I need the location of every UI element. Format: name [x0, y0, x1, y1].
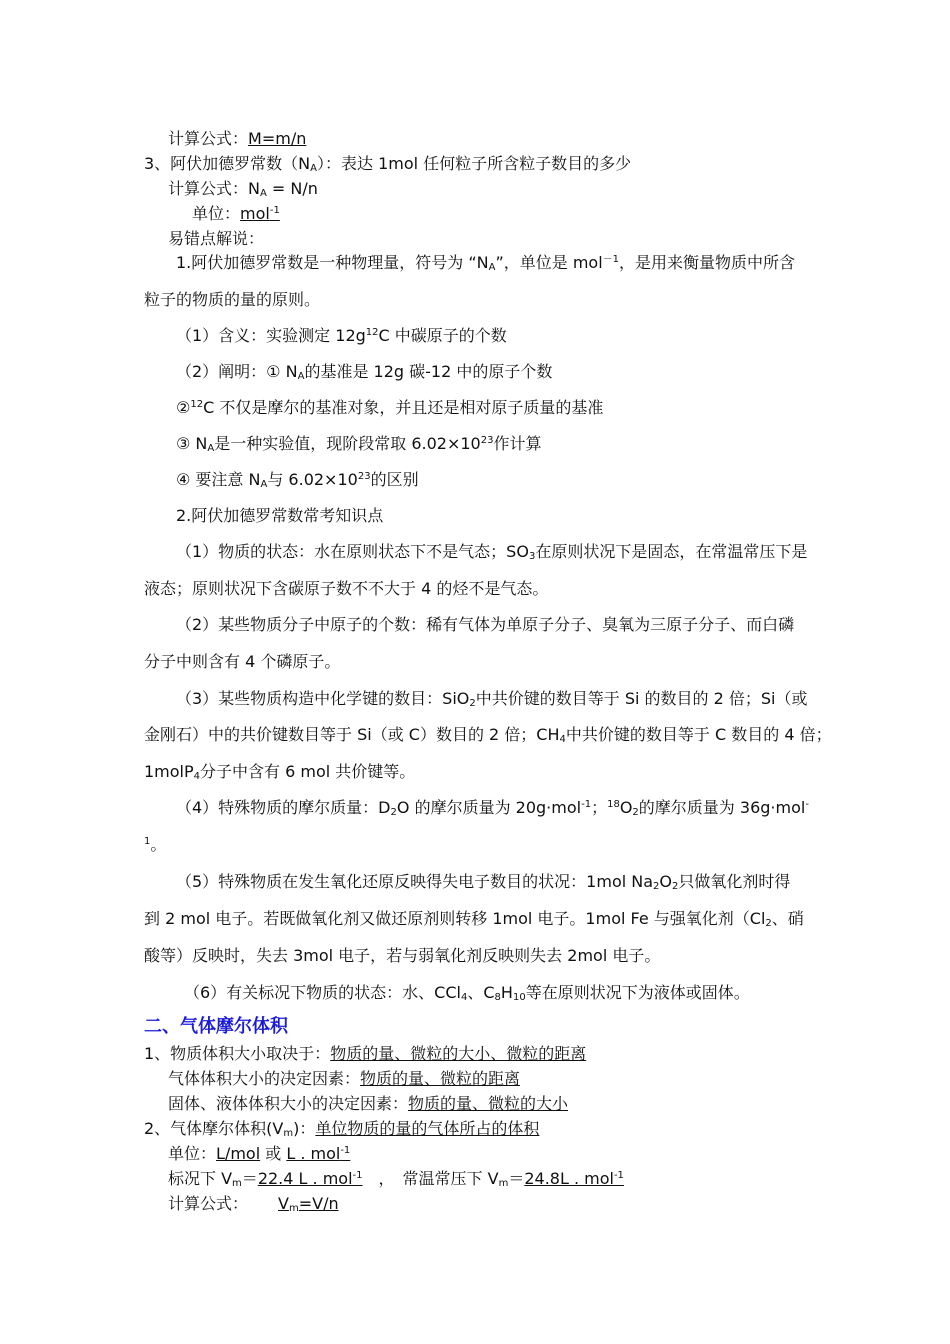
knowledge-3-line-1: （3）某些物质构造中化学键的数目：SiO$_2$中共价键的数目等于 Si 的数目的 2 倍；Si（或 [176, 689, 808, 709]
knowledge-2-line-1: （2）某些物质分子中原子的个数：稀有气体为单原子分子、臭氧为三原子分子、而白磷 [176, 615, 795, 634]
knowledge-1-line-2: 液态；原则状况下含碳原子数不不大于 4 的烃不是气态。 [144, 579, 549, 598]
knowledge-3-line-2: 金刚石）中的共价键数目等于 Si（或 C）数目的 2 倍；$CH_4$中共价键的数目等于 C 数目的 4 倍； [144, 725, 832, 745]
formula-m-value: M=m/n [248, 129, 307, 148]
explain-line-4: ④ 要注意 $N_A$与 $6.02\times 10^{23}$的区别 [176, 470, 419, 490]
paragraph-2-title: 2.阿伏加德罗常数常考知识点 [176, 506, 384, 525]
explain-line-2: ②$^{12}$C 不仅是摩尔的基准对象，并且还是相对原子质量的基准 [176, 398, 604, 417]
formula-na-line: 计算公式：$N_A = N/n$ [168, 179, 318, 199]
standard-conditions-line: 标况下 $V_m=22.4$ L . mol$^{-1}$ ， 常温常压下 $V_m=24.8L$ . mol$^{-1}$ [168, 1169, 624, 1189]
formula-m-line [168, 128, 306, 150]
gas-volume-factors-line: 气体体积大小的决定因素：物质的量、微粒的距离 [168, 1069, 521, 1088]
mistakes-title: 易错点解说： [168, 229, 265, 248]
solid-liquid-factors-line: 固体、液体体积大小的决定因素：物质的量、微粒的大小 [168, 1094, 569, 1113]
paragraph-1-line-1: 1.阿伏加德罗常数是一种物理量，符号为 “$N_A$”，单位是 mol$^{-1}$，是用来衡量物质中所含 [176, 253, 796, 273]
explain-line-3: ③ $N_A$是一种实验值，现阶段常取 $6.02\times 10^{23}$作计算 [176, 434, 542, 454]
knowledge-6-line: （6）有关标况下物质的状态：水、CCl$_4$、$C_8H_{10}$等在原则状况下为液体或固体。 [184, 983, 750, 1003]
paragraph-1-line-2: 粒子的物质的量的原则。 [144, 290, 321, 309]
knowledge-1-line-1: （1）物质的状态：水在原则状态下不是气态；$SO_3$在原则状况下是固态，在常温常压下是 [176, 542, 808, 562]
knowledge-2-line-2: 分子中则含有 4 个磷原子。 [144, 652, 341, 671]
meaning-line: （1）含义：实验测定 $12g^{12}C$ 中碳原子的个数 [176, 326, 507, 345]
formula-label: 计算公式： [168, 129, 249, 148]
molar-volume-formula-line: 计算公式： $V_m=V/n$ [168, 1194, 339, 1214]
knowledge-4-line-2: $^1$。 [144, 835, 167, 854]
knowledge-4-line-1: （4）特殊物质的摩尔质量：$D_2O$ 的摩尔质量为 20g·mol$^{-1}$；$^{18}O_2$的摩尔质量为 36g·mol- [176, 798, 809, 818]
unit-value: mol$^{-1}$ [240, 204, 280, 223]
knowledge-5-line-1: （5）特殊物质在发生氧化还原反映得失电子数目的状况：1mol $Na_2O_2$只做氧化剂时得 [176, 872, 791, 892]
knowledge-5-line-3: 酸等）反映时，失去 3mol 电子，若与弱氧化剂反映则失去 2mol 电子。 [144, 946, 661, 965]
volume-factors-line: 1、物质体积大小取决于：物质的量、微粒的大小、微粒的距离 [144, 1044, 587, 1063]
knowledge-3-line-3: 1molP$_4$分子中含有 6 mol 共价键等。 [144, 762, 416, 782]
avogadro-title: 3、阿伏加德罗常数$(N_A)$：表达 1mol 任何粒子所含粒子数目的多少 [144, 154, 632, 174]
section-heading-gas-molar-volume: 二、气体摩尔体积 [144, 1016, 288, 1037]
molar-volume-definition-line: 2、气体摩尔体积$(V_m)$：单位物质的量的气体所占的体积 [144, 1119, 540, 1139]
unit-line: 单位：mol$^{-1}$ [192, 204, 280, 223]
knowledge-5-line-2: 到 2 mol 电子。若既做氧化剂又做还原剂则转移 1mol 电子。1mol Fe 与强氧化剂（$Cl_2$、硝 [144, 909, 804, 929]
molar-volume-unit-line: 单位：L/mol 或 L . mol$^{-1}$ [168, 1144, 351, 1163]
explain-line-1: （2）阐明：① $N_A$的基准是 12g 碳-12 中的原子个数 [176, 362, 553, 382]
